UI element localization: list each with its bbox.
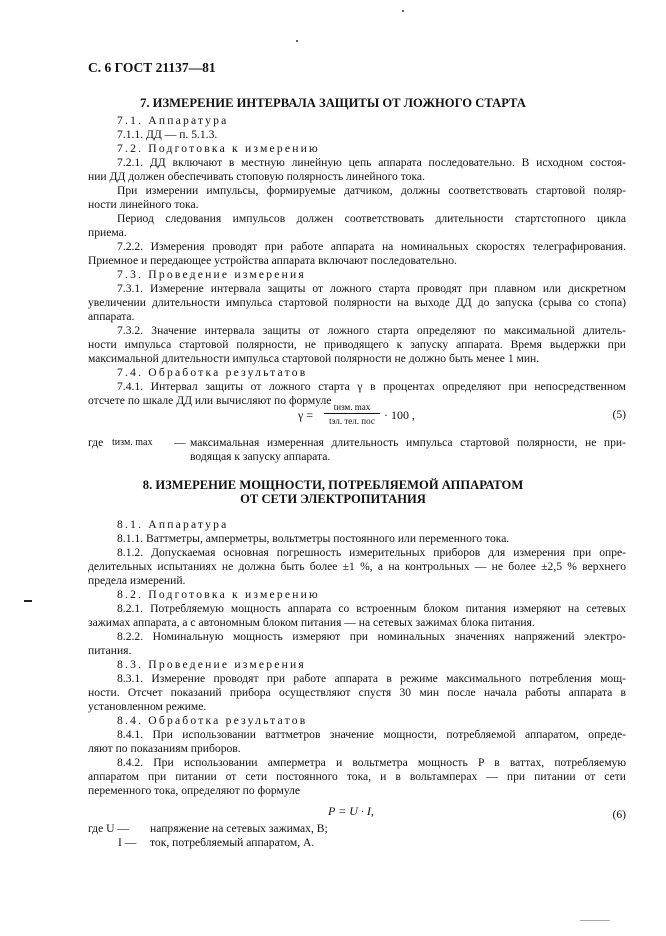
s7-line-9: 7.2.2. Измерения проводят при работе аппарата на номинальных скоростях телеграфирования.	[117, 240, 626, 253]
s8-line-6: 8.2.1. Потребляемую мощность аппарата со встроенным блоком питания измеряют на сетевых	[117, 602, 626, 615]
s7-line-7: Период следования импульсов должен соответствовать длительности стартстопного цикла	[117, 212, 626, 225]
where-prefix: где	[88, 436, 104, 449]
fraction-bar	[324, 413, 380, 414]
s7-line-1: 7.1.1. ДД — п. 5.1.3.	[117, 128, 218, 141]
formula-5-number: (5)	[612, 408, 626, 421]
where-line-2: водящая к запуску аппарата.	[190, 450, 331, 463]
where-i-prefix: I —	[118, 836, 137, 849]
s8-line-19: переменного тока, определяют по формуле	[88, 784, 301, 797]
section-7-title: 7. ИЗМЕРЕНИЕ ИНТЕРВАЛА ЗАЩИТЫ ОТ ЛОЖНОГО СТАРТА	[140, 96, 526, 110]
s7-line-15: 7.3.2. Значение интервала защиты от ложного старта определяют по максимальной длитель-	[117, 324, 626, 337]
s7-line-0: 7.1. Аппаратура	[117, 114, 229, 127]
s7-line-19: 7.4.1. Интервал защиты от ложного старта γ в процентах определяют при непосредственном	[117, 380, 626, 393]
where-dash: —	[174, 436, 186, 449]
s8-line-8: 8.2.2. Номинальную мощность измеряют при номинальных значениях напряжений электро-	[117, 630, 626, 643]
scan-mark	[24, 600, 32, 602]
where-line-1: максимальная измеренная длительность импульса стартовой полярности, не при-	[190, 436, 626, 449]
s7-line-20: отсчете по шкале ДД или вычисляют по формуле	[88, 394, 332, 407]
s7-line-8: приема.	[88, 226, 127, 239]
formula-5-rhs: · 100 ,	[384, 408, 415, 422]
where-u-text: напряжение на сетевых зажимах, В;	[150, 822, 328, 835]
s7-line-12: 7.3.1. Измерение интервала защиты от ложного старта проводят при плавном или дискретном	[117, 282, 626, 295]
s8-line-18: аппаратом при питании от сети постоянного тока, и в вольтамперах — при питании от сети	[88, 770, 626, 783]
s7-line-11: 7.3. Проведение измерения	[117, 268, 306, 281]
s7-line-18: 7.4. Обработка результатов	[117, 366, 308, 379]
s8-line-0: 8.1. Аппаратура	[117, 518, 229, 531]
s7-line-14: аппарата.	[88, 310, 135, 323]
s8-line-7: зажимах аппарата, а с автономным блоком питания — на сетевых зажимах блока питания.	[88, 616, 535, 629]
s8-line-1: 8.1.1. Ваттметры, амперметры, вольтметры постоянного или переменного тока.	[117, 532, 510, 545]
scan-speck	[296, 40, 298, 42]
formula-5-fraction	[324, 402, 380, 426]
formula-5-numerator: tизм. max	[333, 402, 371, 412]
s7-line-3: 7.2.1. ДД включают в местную линейную цепь аппарата последовательно. В исходном состоя-	[117, 156, 626, 169]
s7-line-17: максимальной длительности импульса стартовой полярности не должно быть менее 1 мин.	[88, 352, 540, 365]
where-i-text: ток, потребляемый аппаратом, А.	[150, 836, 315, 849]
s8-line-3: делительных испытаниях не должна быть более ±1 %, а на контрольных — не более ±2,5 % верхнего	[88, 560, 626, 573]
page-header: С. 6 ГОСТ 21137—81	[88, 60, 216, 75]
s8-line-15: 8.4.1. При использовании ваттметров значение мощности, потребляемой аппаратом, опреде-	[117, 728, 626, 741]
s8-line-2: 8.1.2. Допускаемая основная погрешность измерительных приборов для измерения при опре-	[117, 546, 626, 559]
s8-line-17: 8.4.2. При использовании амперметра и вольтметра мощность P в ваттах, потребляемую	[117, 756, 626, 769]
s8-line-9: питания.	[88, 644, 132, 657]
s7-line-5: При измерении импульсы, формируемые датчиком, должны соответствовать стартовой поляр-	[117, 184, 626, 197]
scan-speck	[580, 920, 610, 921]
s7-line-2: 7.2. Подготовка к измерению	[117, 142, 320, 155]
s7-line-6: ности линейного тока.	[88, 198, 199, 211]
formula-5-lhs: γ =	[298, 408, 314, 422]
s7-line-4: нии ДД должен обеспечивать стоповую полярность линейного тока.	[88, 170, 425, 183]
formula-5-denominator: tэл. тел. пос	[329, 416, 375, 426]
s8-line-5: 8.2. Подготовка к измерению	[117, 588, 320, 601]
s8-line-14: 8.4. Обработка результатов	[117, 714, 308, 727]
s7-line-10: Приемное и передающее устройства аппарата включают последовательно.	[88, 254, 457, 267]
formula-6: P = U · I,	[328, 804, 374, 818]
s8-line-11: 8.3.1. Измерение проводят при работе аппарата в режиме максимального потребления мощ-	[117, 672, 626, 685]
formula-6-number: (6)	[612, 808, 626, 821]
where-u-prefix: где U —	[88, 822, 129, 835]
s7-line-13: увеличении длительности импульса стартовой полярности на выходе ДД до запуска (срыва со стопа)	[88, 296, 626, 309]
s7-line-16: ности импульса стартовой полярности, не приводящего к запуску аппарата. Время выдержки при	[88, 338, 626, 351]
scan-speck	[402, 10, 404, 12]
s8-line-13: установленном режиме.	[88, 700, 207, 713]
s8-line-10: 8.3. Проведение измерения	[117, 658, 306, 671]
s8-line-4: предела измерений.	[88, 574, 186, 587]
where-symbol: tизм. max	[112, 437, 153, 448]
section-8-title-1: 8. ИЗМЕРЕНИЕ МОЩНОСТИ, ПОТРЕБЛЯЕМОЙ АППАРАТОМ	[142, 478, 524, 492]
s8-line-12: ности. Отсчет показаний прибора осуществляют спустя 30 мин после начала работы аппарата в	[88, 686, 626, 699]
section-8-title-2: ОТ СЕТИ ЭЛЕКТРОПИТАНИЯ	[240, 492, 426, 506]
s8-line-16: ляют по показаниям приборов.	[88, 742, 241, 755]
